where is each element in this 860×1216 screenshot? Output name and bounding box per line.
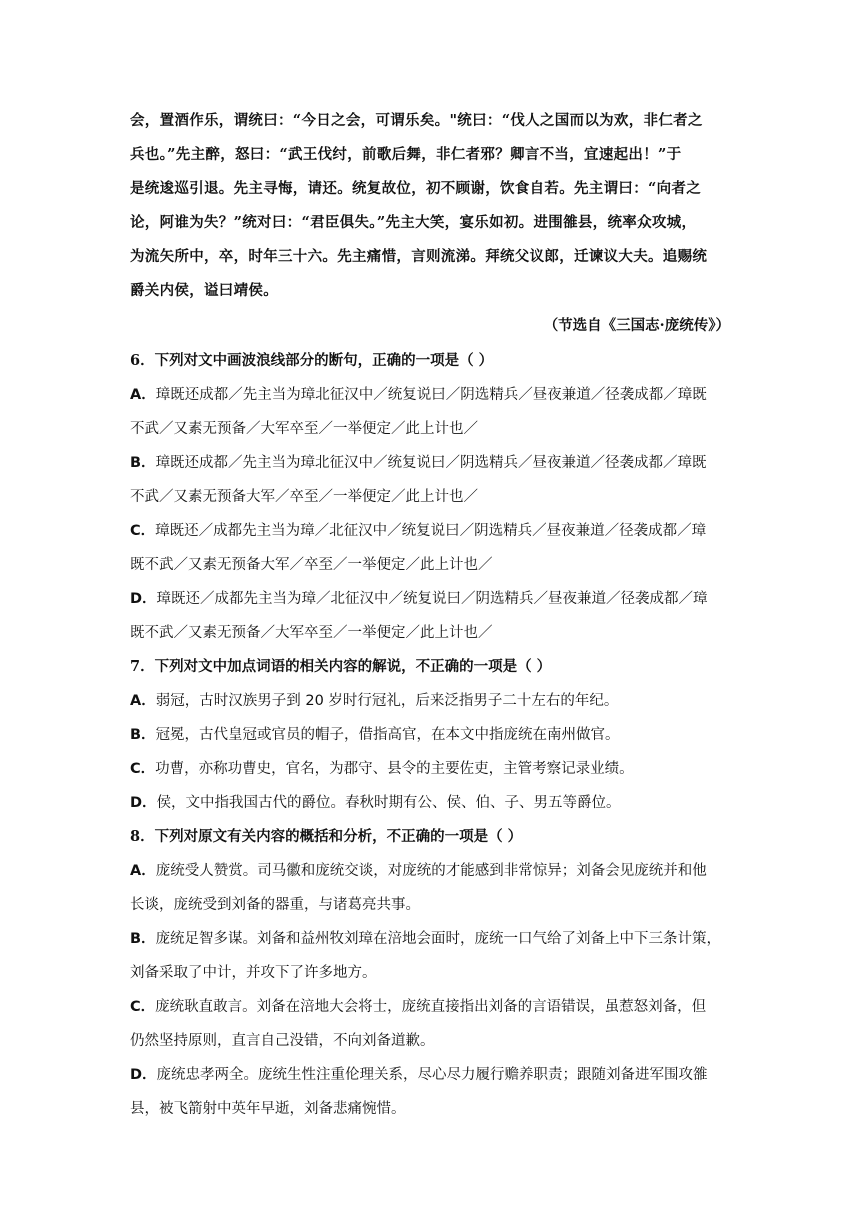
option-text: 县，被飞箭射中英年早逝，刘备悲痛惋惜。 bbox=[130, 1101, 406, 1117]
question-7 bbox=[130, 650, 730, 820]
option-c bbox=[130, 752, 730, 786]
option-text: 庞统足智多谋。刘备和益州牧刘璋在涪地会面时，庞统一口气给了刘备上中下三条计策， bbox=[155, 931, 722, 947]
question-8 bbox=[130, 820, 730, 1126]
option-label: D． bbox=[130, 795, 157, 811]
option-text: 璋既还成都／先主当为璋北征汉中／统复说曰／阴选精兵／昼夜兼道／径袭成都／璋既 bbox=[155, 387, 707, 403]
option-label: A． bbox=[130, 387, 156, 403]
option-a bbox=[130, 378, 730, 446]
option-text: 仍然坚持原则，直言自己没错，不向刘备道歉。 bbox=[130, 1033, 435, 1049]
option-label: B． bbox=[130, 455, 156, 471]
option-label: A． bbox=[130, 693, 156, 709]
passage-source: （节选自《三国志·庞统传》） bbox=[543, 317, 730, 334]
option-text: 庞统耿直敢言。刘备在涪地大会将士，庞统直接指出刘备的言语错误，虽惹怒刘备，但 bbox=[155, 999, 707, 1015]
option-label: C． bbox=[130, 523, 156, 539]
option-c bbox=[130, 514, 730, 582]
option-b bbox=[130, 718, 730, 752]
question-stem: 7．下列对文中加点词语的相关内容的解说，不正确的一项是（ ） bbox=[130, 658, 552, 675]
option-text: 长谈，庞统受到刘备的器重，与诸葛亮共事。 bbox=[130, 897, 420, 913]
option-text: 既不武／又素无预备／大军卒至／一举便定／此上计也／ bbox=[130, 625, 493, 641]
option-label: B． bbox=[130, 931, 156, 947]
passage-line: 会，置酒作乐，谓统曰：“今日之会，可谓乐矣。"统曰：“伐人之国而以为欢，非仁者之 bbox=[130, 112, 703, 129]
option-text: 不武／又素无预备大军／卒至／一举便定／此上计也／ bbox=[130, 489, 478, 505]
classical-passage bbox=[130, 104, 730, 308]
option-text: 璋既还成都／先主当为璋北征汉中／统复说曰／阴选精兵／昼夜兼道／径袭成都／璋既 bbox=[155, 455, 707, 471]
option-d bbox=[130, 786, 730, 820]
option-text: 既不武／又素无预备大军／卒至／一举便定／此上计也／ bbox=[130, 557, 493, 573]
option-b bbox=[130, 446, 730, 514]
option-label: A． bbox=[130, 863, 156, 879]
option-a bbox=[130, 854, 730, 922]
question-stem: 6．下列对文中画波浪线部分的断句，正确的一项是（ ） bbox=[130, 352, 494, 369]
option-d bbox=[130, 1058, 730, 1126]
option-b bbox=[130, 922, 730, 990]
option-label: D． bbox=[130, 1067, 157, 1083]
option-text: 璋既还／成都先主当为璋／北征汉中／统复说曰／阴选精兵／昼夜兼道／径袭成都／璋 bbox=[156, 591, 708, 607]
option-label: C． bbox=[130, 761, 156, 777]
option-text: 弱冠，古时汉族男子到 20 岁时行冠礼，后来泛指男子二十左右的年纪。 bbox=[155, 693, 619, 709]
passage-line: 爵关内侯，谥曰靖侯。 bbox=[130, 282, 278, 299]
option-d bbox=[130, 582, 730, 650]
option-text: 刘备采取了中计，并攻下了许多地方。 bbox=[130, 965, 377, 981]
question-6 bbox=[130, 344, 730, 650]
option-c bbox=[130, 990, 730, 1058]
option-text: 不武／又素无预备／大军卒至／一举便定／此上计也／ bbox=[130, 421, 478, 437]
option-text: 璋既还／成都先主当为璋／北征汉中／统复说曰／阴选精兵／昼夜兼道／径袭成都／璋 bbox=[155, 523, 707, 539]
question-stem: 8．下列对原文有关内容的概括和分析，不正确的一项是（ ） bbox=[130, 828, 523, 845]
option-text: 庞统受人赞赏。司马徽和庞统交谈，对庞统的才能感到非常惊异；刘备会见庞统并和他 bbox=[155, 863, 707, 879]
option-a bbox=[130, 684, 730, 718]
option-label: C． bbox=[130, 999, 156, 1015]
document-page bbox=[130, 104, 730, 1126]
passage-line: 是统逡巡引退。先主寻悔，请还。统复故位，初不顾谢，饮食自若。先主谓曰：“向者之 bbox=[130, 180, 702, 197]
option-text: 侯，文中指我国古代的爵位。春秋时期有公、侯、伯、子、男五等爵位。 bbox=[156, 795, 621, 811]
option-text: 功曹，亦称功曹史，官名，为郡守、县令的主要佐吏，主管考察记录业绩。 bbox=[155, 761, 634, 777]
passage-line: 论，阿谁为失？”统对曰：“君臣俱失。”先主大笑，宴乐如初。进围雒县，统率众攻城， bbox=[130, 214, 697, 231]
option-label: D． bbox=[130, 591, 157, 607]
option-text: 冠冕，古代皇冠或官员的帽子，借指高官，在本文中指庞统在南州做官。 bbox=[155, 727, 620, 743]
passage-line: 兵也。”先主醉，怒曰：“武王伐纣，前歌后舞，非仁者邪？卿言不当，宜速起出！”于 bbox=[130, 146, 682, 163]
option-label: B． bbox=[130, 727, 156, 743]
passage-line: 为流矢所中，卒，时年三十六。先主痛惜，言则流涕。拜统父议郎，迁谏议大夫。追赐统 bbox=[130, 248, 708, 265]
option-text: 庞统忠孝两全。庞统生性注重伦理关系，尽心尽力履行赡养职责；跟随刘备进军围攻雒 bbox=[156, 1067, 708, 1083]
